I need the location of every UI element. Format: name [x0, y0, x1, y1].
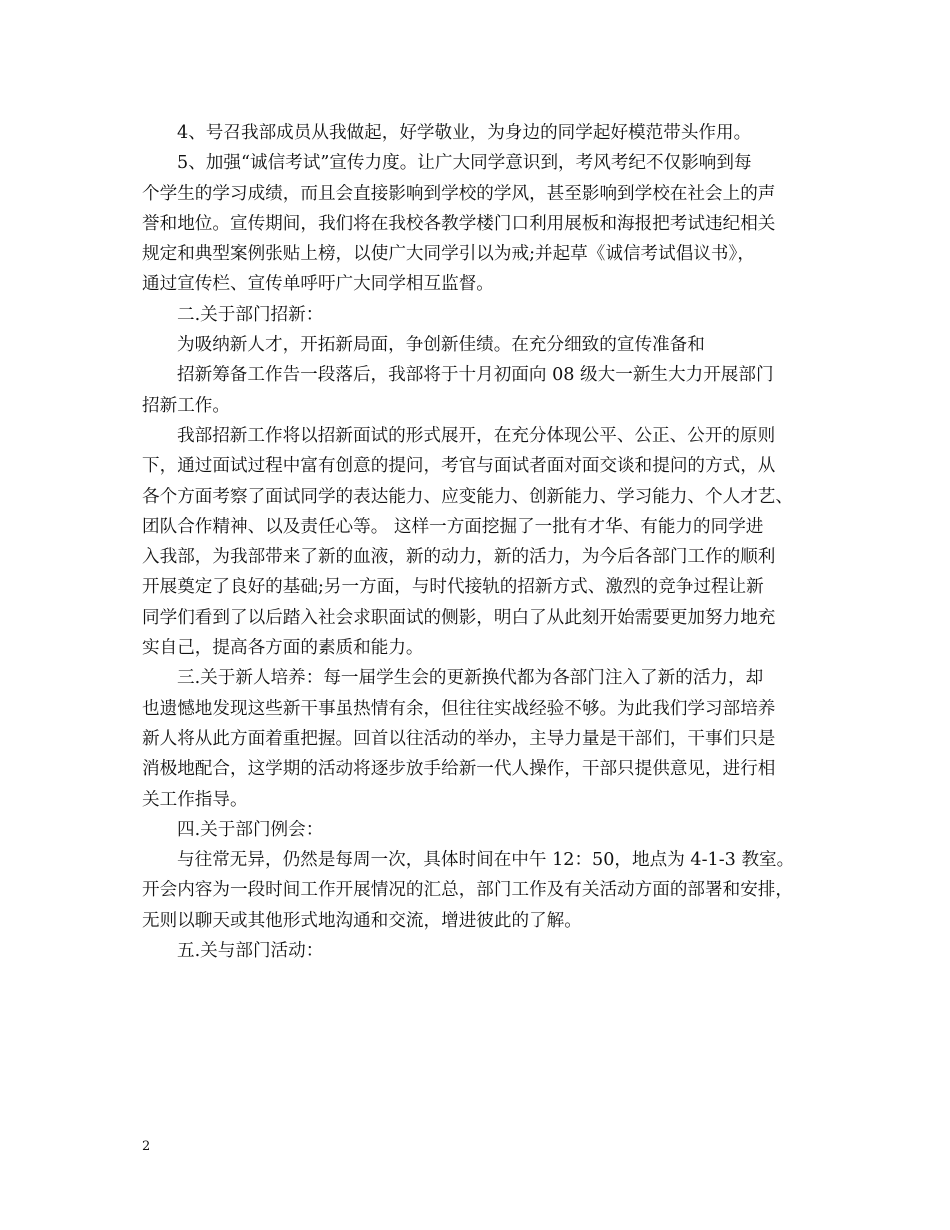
text-line: 团队合作精神、以及责任心等。 这样一方面挖掘了一批有才华、有能力的同学进	[142, 516, 764, 537]
text-line: 规定和典型案例张贴上榜，以使广大同学引以为戒;并起草《诚信考试倡议书》，	[142, 244, 755, 265]
text-line: 开会内容为一段时间工作开展情况的汇总，部门工作及有关活动方面的部署和安排，	[142, 880, 793, 901]
text-line: 个学生的学习成绩，而且会直接影响到学校的学风，甚至影响到学校在社会上的声	[142, 183, 776, 204]
text-line: 入我部，为我部带来了新的血液，新的动力，新的活力，为今后各部门工作的顺利	[142, 547, 776, 568]
text-line: 五.关与部门活动：	[177, 941, 324, 962]
text-line: 各个方面考察了面试同学的表达能力、应变能力、创新能力、学习能力、个人才艺、	[142, 486, 793, 507]
text-line: 同学们看到了以后踏入社会求职面试的侧影，明白了从此刻开始需要更加努力地充	[142, 607, 776, 628]
text-line: 四.关于部门例会：	[177, 819, 324, 840]
text-line: 下，通过面试过程中富有创意的提问，考官与面试者面对面交谈和提问的方式，从	[142, 456, 776, 477]
text-line: 二.关于部门招新：	[177, 304, 324, 325]
text-line: 关工作指导。	[142, 789, 248, 810]
text-line: 为吸纳新人才，开拓新局面，争创新佳绩。在充分细致的宣传准备和	[177, 335, 705, 356]
text-line: 无则以聊天或其他形式地沟通和交流，增进彼此的了解。	[142, 910, 582, 931]
text-line: 实自己，提高各方面的素质和能力。	[142, 638, 424, 659]
text-line: 新人将从此方面着重把握。回首以往活动的举办，主导力量是干部们，干事们只是	[142, 728, 776, 749]
text-line: 消极地配合，这学期的活动将逐步放手给新一代人操作，干部只提供意见，进行相	[142, 759, 776, 780]
text-line: 也遗憾地发现这些新干事虽热情有余，但往往实战经验不够。为此我们学习部培养	[142, 698, 776, 719]
text-line: 招新工作。	[142, 395, 230, 416]
text-line: 开展奠定了良好的基础;另一方面，与时代接轨的招新方式、激烈的竞争过程让新	[142, 577, 764, 598]
text-line: 誉和地位。宣传期间，我们将在我校各教学楼门口利用展板和海报把考试违纪相关	[142, 213, 776, 234]
document-body	[142, 118, 810, 966]
text-line: 4、号召我部成员从我做起，好学敬业，为身边的同学起好模范带头作用。	[177, 123, 752, 143]
text-line: 招新筹备工作告一段落后，我部将于十月初面向 08 级大一新生大力开展部门	[177, 365, 774, 386]
text-line: 5、加强“诚信考试”宣传力度。让广大同学意识到，考风考纪不仅影响到每	[177, 153, 752, 174]
text-line: 三.关于新人培养：每一届学生会的更新换代都为各部门注入了新的活力，却	[177, 668, 764, 689]
page-number: 2	[142, 1139, 151, 1154]
text-line: 我部招新工作将以招新面试的形式展开，在充分体现公平、公正、公开的原则	[177, 425, 776, 446]
text-line: 通过宣传栏、宣传单呼吁广大同学相互监督。	[142, 274, 494, 295]
text-line: 与往常无异，仍然是每周一次，具体时间在中午 12：50，地点为 4-1-3 教室。	[177, 850, 795, 871]
